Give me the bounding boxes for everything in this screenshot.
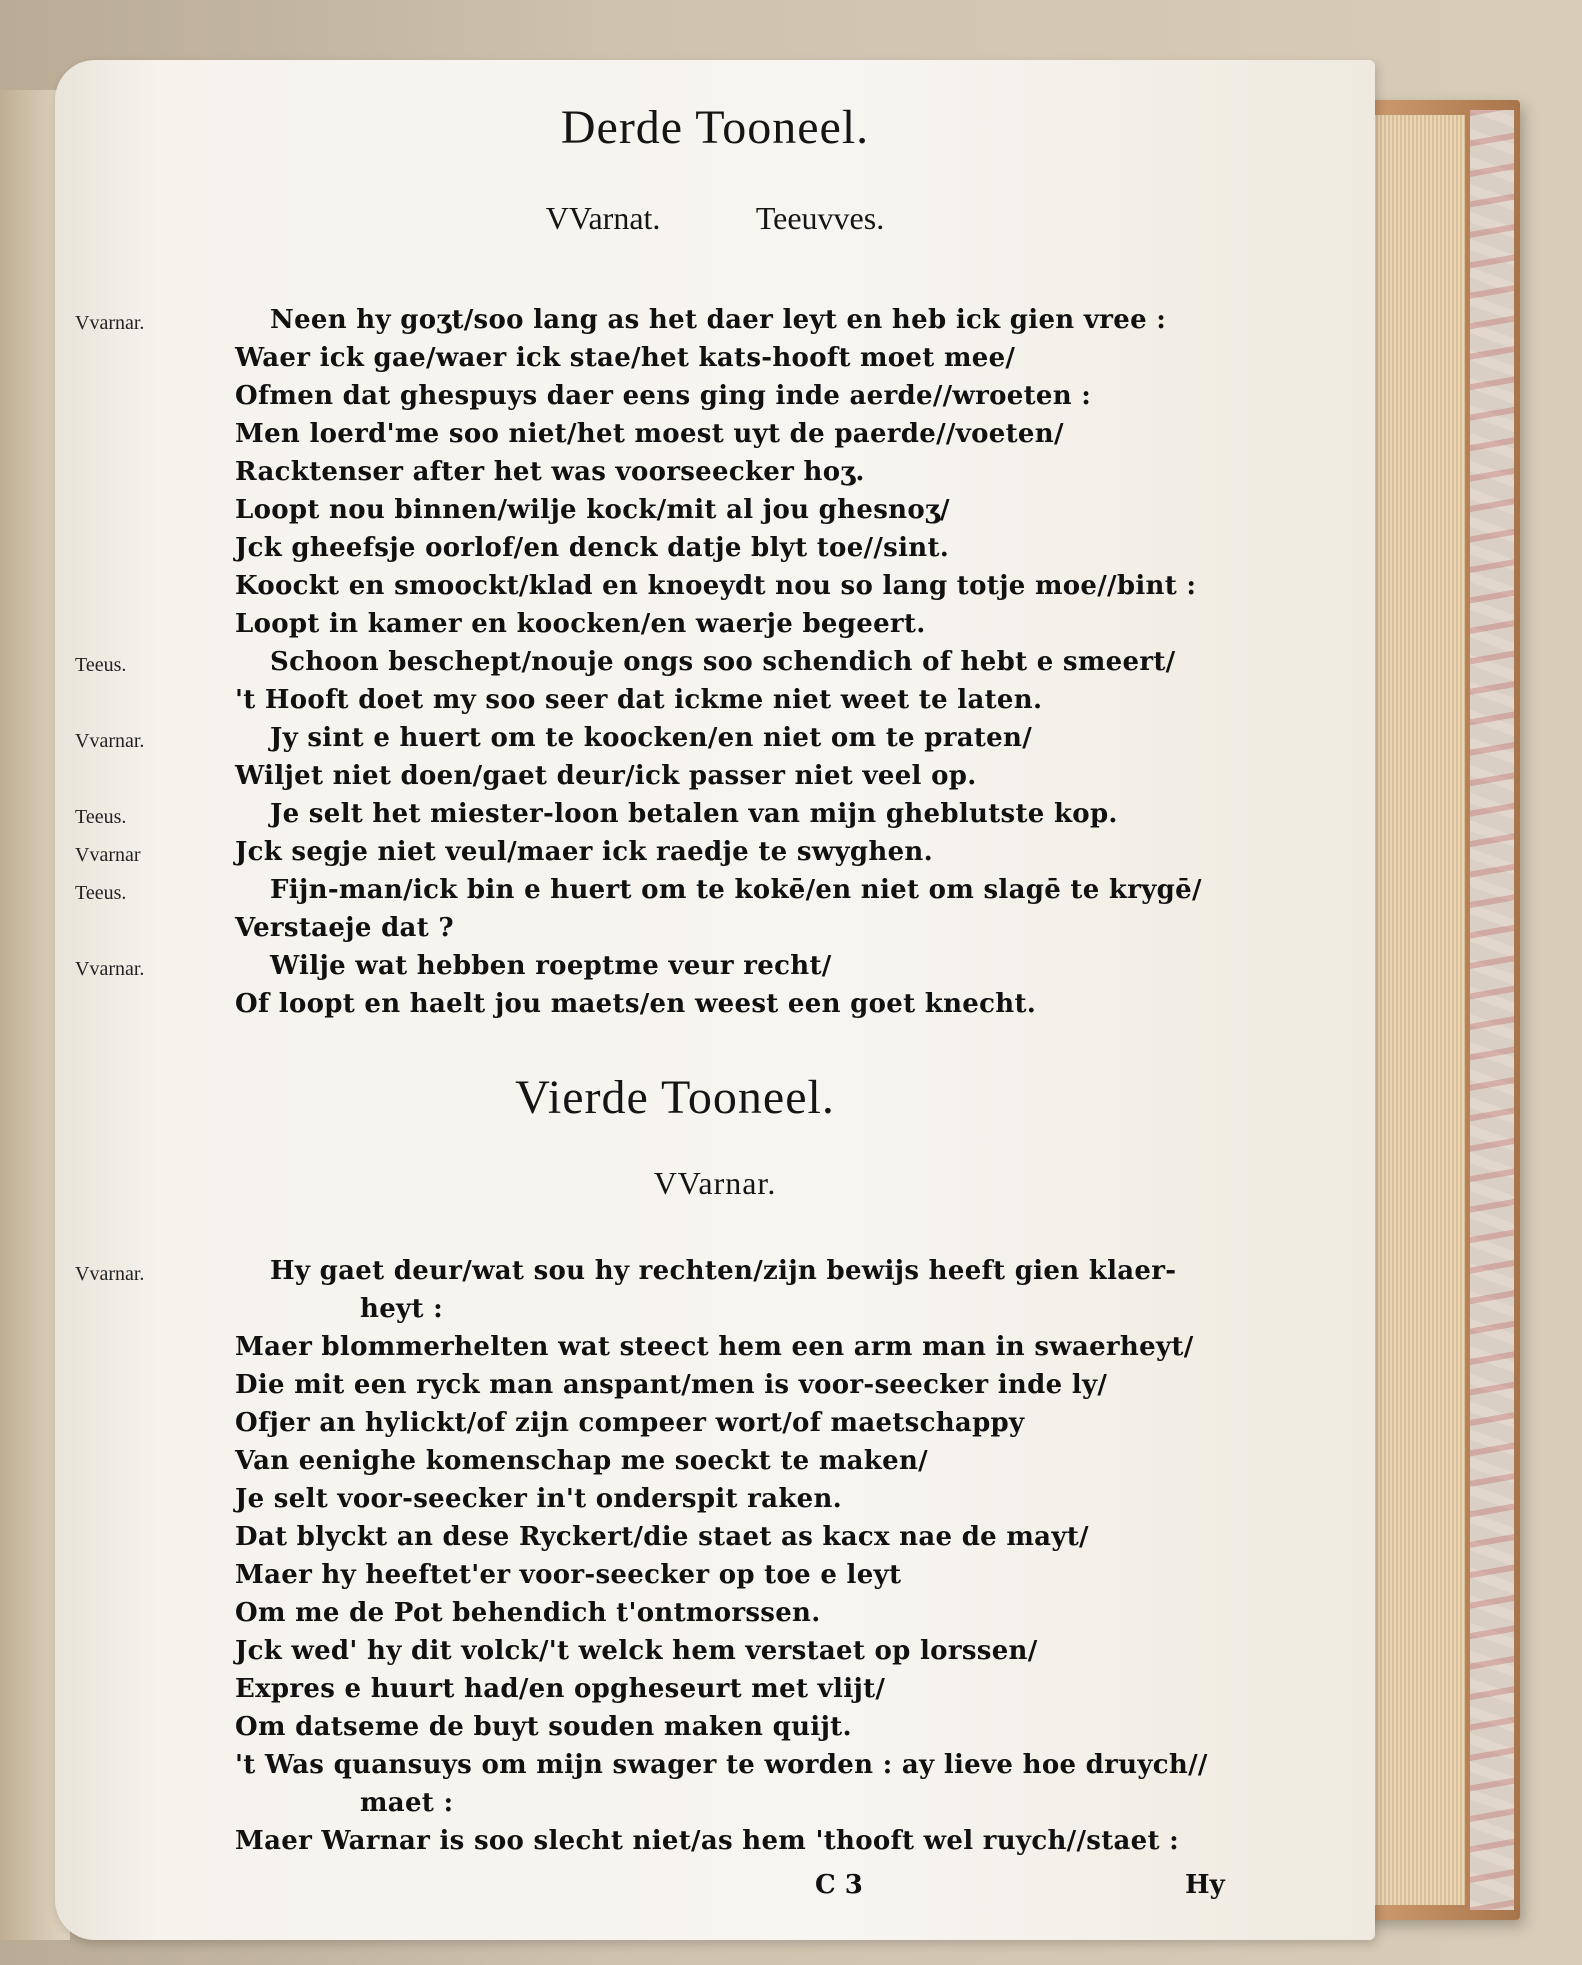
verse-line: Jck gheefsje oorlof/en denck datje blyt toe//sint. bbox=[235, 533, 950, 563]
verse-line: Expres e huurt had/en opgheseurt met vlijt/ bbox=[235, 1674, 886, 1704]
verse-line: Ofmen dat ghespuys daer eens ging inde aerde//wroeten : bbox=[235, 381, 1092, 411]
scene3-title: Derde Tooneel. bbox=[560, 101, 870, 154]
verse-line: Je selt het miester-loon betalen van mijn gheblutste kop. bbox=[270, 799, 1118, 829]
verse-line: 't Was quansuys om mijn swager te worden : ay lieve hoe druych// bbox=[235, 1750, 1208, 1780]
scene3-characters bbox=[55, 200, 1375, 237]
speaker-label: Vvarnar. bbox=[75, 312, 145, 334]
book-page bbox=[55, 60, 1375, 1940]
catchword: Hy bbox=[1185, 1870, 1225, 1900]
speaker-label: Teeus. bbox=[75, 882, 127, 904]
speaker-label: Teeus. bbox=[75, 806, 127, 828]
verse-line: Neen hy goʒt/soo lang as het daer leyt en heb ick gien vree : bbox=[270, 305, 1167, 335]
verse-line: Waer ick gae/waer ick stae/het kats-hooft moet mee/ bbox=[235, 343, 1016, 373]
speaker-label: Vvarnar. bbox=[75, 958, 145, 980]
verse-line: Loopt in kamer en koocken/en waerje begeert. bbox=[235, 609, 926, 639]
scene4-character: VVarnar. bbox=[653, 1165, 777, 1201]
verse-line: Van eenighe komenschap me soeckt te maken/ bbox=[235, 1446, 928, 1476]
verse-line: Racktenser after het was voorseecker hoʒ. bbox=[235, 457, 865, 487]
verse-line: Wiljet niet doen/gaet deur/ick passer niet veel op. bbox=[235, 761, 977, 791]
verse-line: Jy sint e huert om te koocken/en niet om te praten/ bbox=[270, 723, 1032, 753]
verse-line: heyt : bbox=[360, 1294, 444, 1324]
signature-mark: C 3 bbox=[815, 1870, 863, 1900]
verse-line: Hy gaet deur/wat sou hy rechten/zijn bewijs heeft gien klaer- bbox=[270, 1256, 1177, 1286]
verse-line: Schoon beschept/nouje ongs soo schendich of hebt e smeert/ bbox=[270, 647, 1176, 677]
character-name: Teeuvves. bbox=[755, 200, 885, 236]
speaker-label: Vvarnar. bbox=[75, 730, 145, 752]
scene4-title: Vierde Tooneel. bbox=[515, 1071, 835, 1124]
verse-line: Je selt voor-seecker in't onderspit raken. bbox=[235, 1484, 843, 1514]
verse-line: Fijn-man/ick bin e huert om te kokē/en niet om slagē te krygē/ bbox=[270, 875, 1202, 905]
verse-line: Dat blyckt an dese Ryckert/die staet as kacx nae de mayt/ bbox=[235, 1522, 1089, 1552]
speaker-label: Vvarnar bbox=[75, 844, 141, 866]
verse-line: Of loopt en haelt jou maets/en weest een goet knecht. bbox=[235, 989, 1037, 1019]
verse-line: Om datseme de buyt souden maken quijt. bbox=[235, 1712, 852, 1742]
speaker-label: Vvarnar. bbox=[75, 1263, 145, 1285]
verse-line: 't Hooft doet my soo seer dat ickme niet weet te laten. bbox=[235, 685, 1043, 715]
marbled-edge bbox=[1470, 110, 1514, 1910]
verse-line: Maer blommerhelten wat steect hem een arm man in swaerheyt/ bbox=[235, 1332, 1194, 1362]
verse-line: Men loerd'me soo niet/het moest uyt de paerde//voeten/ bbox=[235, 419, 1064, 449]
speaker-label: Teeus. bbox=[75, 654, 127, 676]
verse-line: Wilje wat hebben roeptme veur recht/ bbox=[270, 951, 832, 981]
verse-line: Maer hy heeftet'er voor-seecker op toe e leyt bbox=[235, 1560, 902, 1590]
verse-line: Loopt nou binnen/wilje kock/mit al jou ghesnoʒ/ bbox=[235, 495, 950, 525]
verse-line: Jck segje niet veul/maer ick raedje te swyghen. bbox=[235, 837, 933, 867]
verse-line: Die mit een ryck man anspant/men is voor-seecker inde ly/ bbox=[235, 1370, 1108, 1400]
verse-line: maet : bbox=[360, 1788, 454, 1818]
character-name: VVarnat. bbox=[545, 200, 661, 236]
verse-line: Maer Warnar is soo slecht niet/as hem 'thooft wel ruych//staet : bbox=[235, 1826, 1180, 1856]
verse-line: Verstaeje dat ? bbox=[235, 913, 454, 943]
verse-line: Jck wed' hy dit volck/'t welck hem verstaet op lorssen/ bbox=[235, 1636, 1038, 1666]
verse-line: Ofjer an hylickt/of zijn compeer wort/of maetschappy bbox=[235, 1408, 1025, 1438]
verse-line: Om me de Pot behendich t'ontmorssen. bbox=[235, 1598, 821, 1628]
verse-line: Koockt en smoockt/klad en knoeydt nou so lang totje moe//bint : bbox=[235, 571, 1197, 601]
